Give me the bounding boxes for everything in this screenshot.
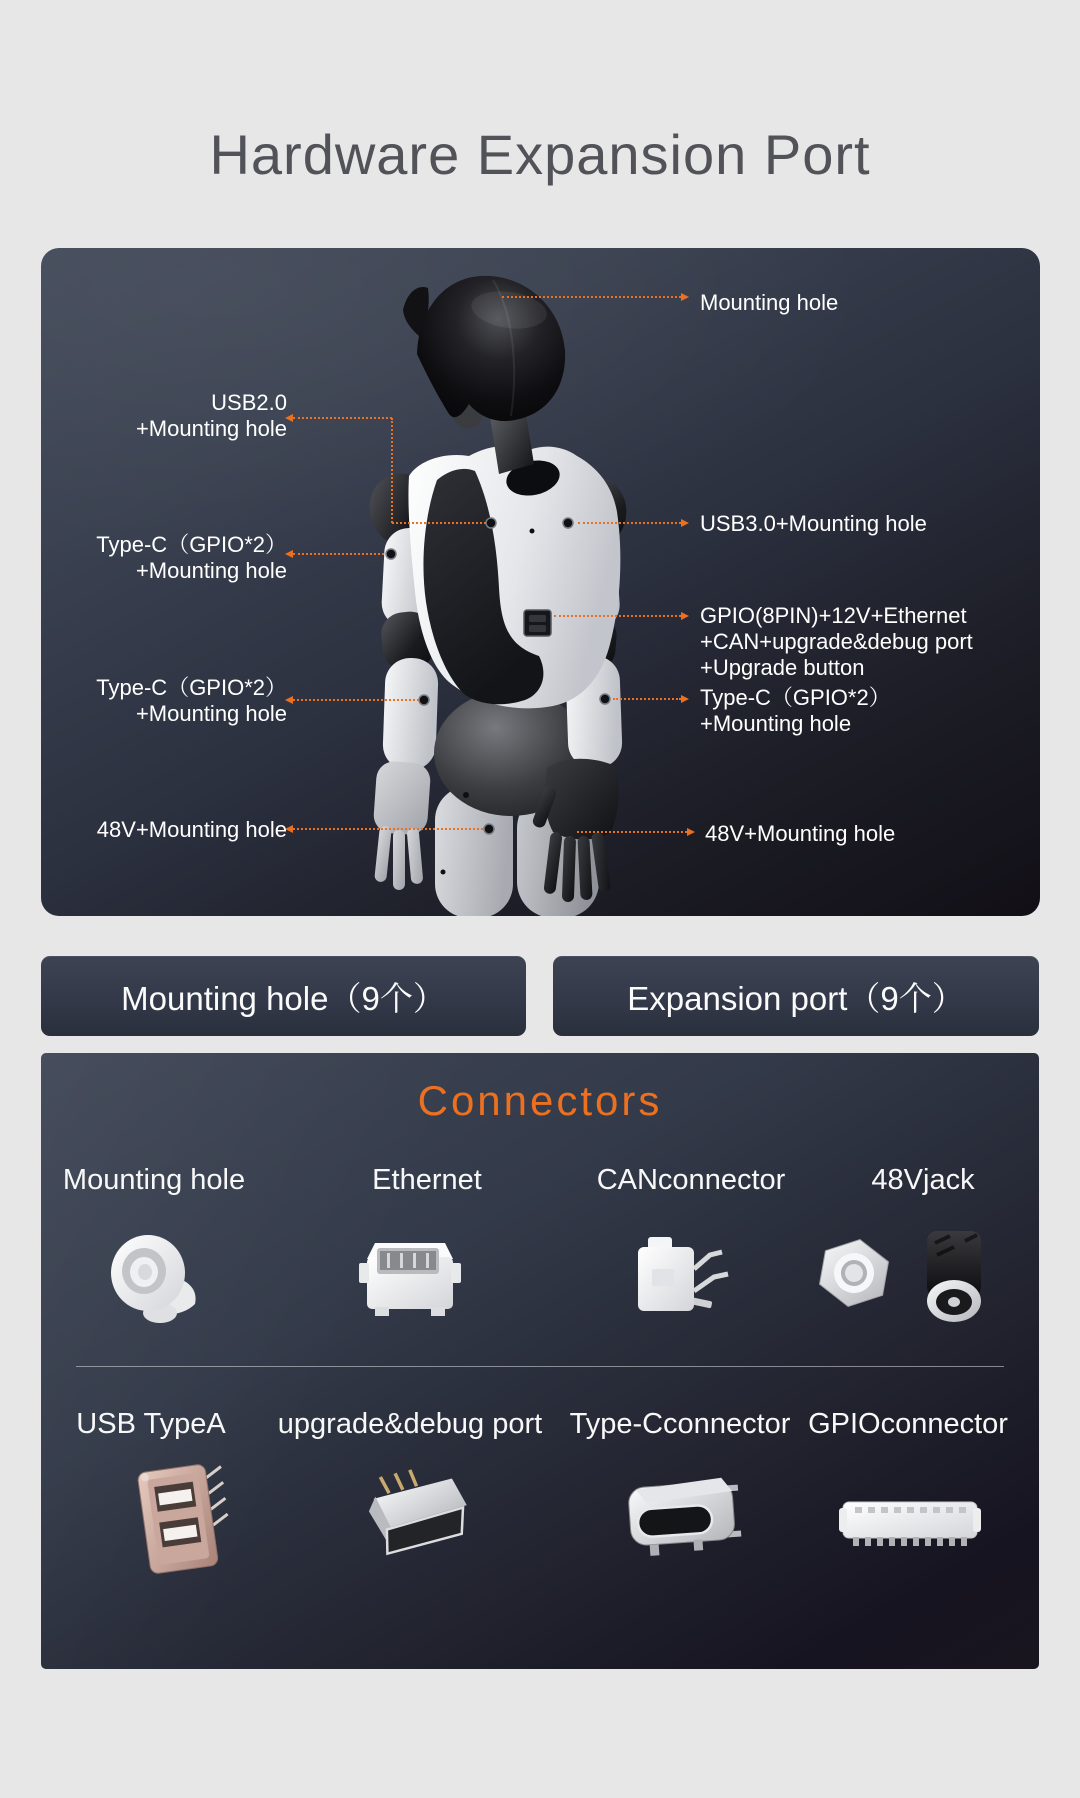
callout-gpio-expansion (700, 603, 973, 681)
banner-expansion-port-count (553, 956, 1039, 1036)
chest-gpio-port (524, 610, 551, 636)
callout-typec-gpio-upper-left (41, 532, 287, 584)
leader-usb2 (293, 417, 392, 419)
leader-48v-right (577, 831, 687, 833)
callout-line: GPIO(8PIN)+12V+Ethernet (700, 603, 967, 628)
leader-usb2 (391, 418, 393, 523)
connectors-divider (76, 1366, 1004, 1367)
leader-typec-lower-left (293, 699, 419, 701)
callout-line: Type-C（GPIO*2） (96, 532, 287, 557)
callout-line: +Mounting hole (135, 416, 287, 441)
page-title: Hardware Expansion Port (209, 123, 871, 186)
banner-mounting-hole-count (41, 956, 526, 1036)
gpio-connector-icon (835, 1480, 985, 1560)
mounting-hole-grommet-icon (98, 1229, 218, 1329)
connectors-panel (41, 1053, 1039, 1669)
connectors-title: Connectors (417, 1077, 663, 1124)
leader-arrow (687, 828, 695, 836)
micro-usb-debug-icon (346, 1463, 486, 1578)
robot-diagram-panel (41, 248, 1040, 916)
usb-type-a-icon (116, 1458, 240, 1582)
callout-line: 48V+Mounting hole (705, 821, 896, 846)
callout-line: Type-C（GPIO*2） (96, 675, 287, 700)
connector-label-upgrade-debug: upgrade&debug port (277, 1408, 543, 1440)
ethernet-connector-icon (345, 1229, 475, 1329)
callout-line: +Mounting hole (135, 558, 287, 583)
usb-type-c-icon (608, 1463, 758, 1578)
can-connector-icon (612, 1229, 742, 1329)
connector-label-usb-typea: USB TypeA (76, 1408, 226, 1440)
callout-usb2-mounting-hole (41, 390, 287, 442)
callout-typec-gpio-lower-left (41, 675, 287, 727)
banner-label: Expansion port（9个） (627, 979, 965, 1017)
leader-arrow (681, 612, 689, 620)
callout-line: +Mounting hole (135, 701, 287, 726)
callout-usb3-mounting-hole (700, 511, 927, 537)
leader-gpio (554, 615, 681, 617)
callout-line: Mounting hole (700, 290, 839, 315)
leader-arrow (681, 293, 689, 301)
callout-mounting-hole-head (700, 290, 838, 316)
leader-arrow (681, 519, 689, 527)
leader-arrow (681, 695, 689, 703)
leader-mounting-hole-head (502, 296, 681, 298)
connector-label-can: CANconnector (596, 1164, 786, 1196)
connector-label-mounting-hole: Mounting hole (62, 1164, 246, 1196)
callout-line: +CAN+upgrade&debug port (700, 629, 973, 654)
callout-line: USB3.0+Mounting hole (700, 511, 927, 536)
banner-label: Mounting hole（9个） (121, 979, 446, 1017)
leader-typec-right (613, 698, 681, 700)
leader-48v-left (293, 828, 483, 830)
connector-label-ethernet: Ethernet (372, 1164, 482, 1196)
callout-typec-gpio-right (700, 685, 891, 737)
callout-line: +Mounting hole (700, 711, 852, 736)
callout-48v-right (705, 821, 895, 847)
connector-label-typec: Type-Cconnector (569, 1408, 791, 1440)
callout-line: 48V+Mounting hole (96, 817, 287, 842)
leader-typec-upper-left (293, 553, 384, 555)
48v-jack-icon (809, 1229, 999, 1329)
callout-line: USB2.0 (211, 390, 287, 415)
connector-label-48vjack: 48Vjack (871, 1164, 975, 1196)
callout-line: Type-C（GPIO*2） (700, 685, 891, 710)
leader-usb3 (578, 522, 681, 524)
leader-usb2 (392, 522, 486, 524)
callout-line: +Upgrade button (700, 655, 865, 680)
callout-48v-left (41, 817, 287, 843)
connector-label-gpio: GPIOconnector (808, 1408, 1008, 1440)
